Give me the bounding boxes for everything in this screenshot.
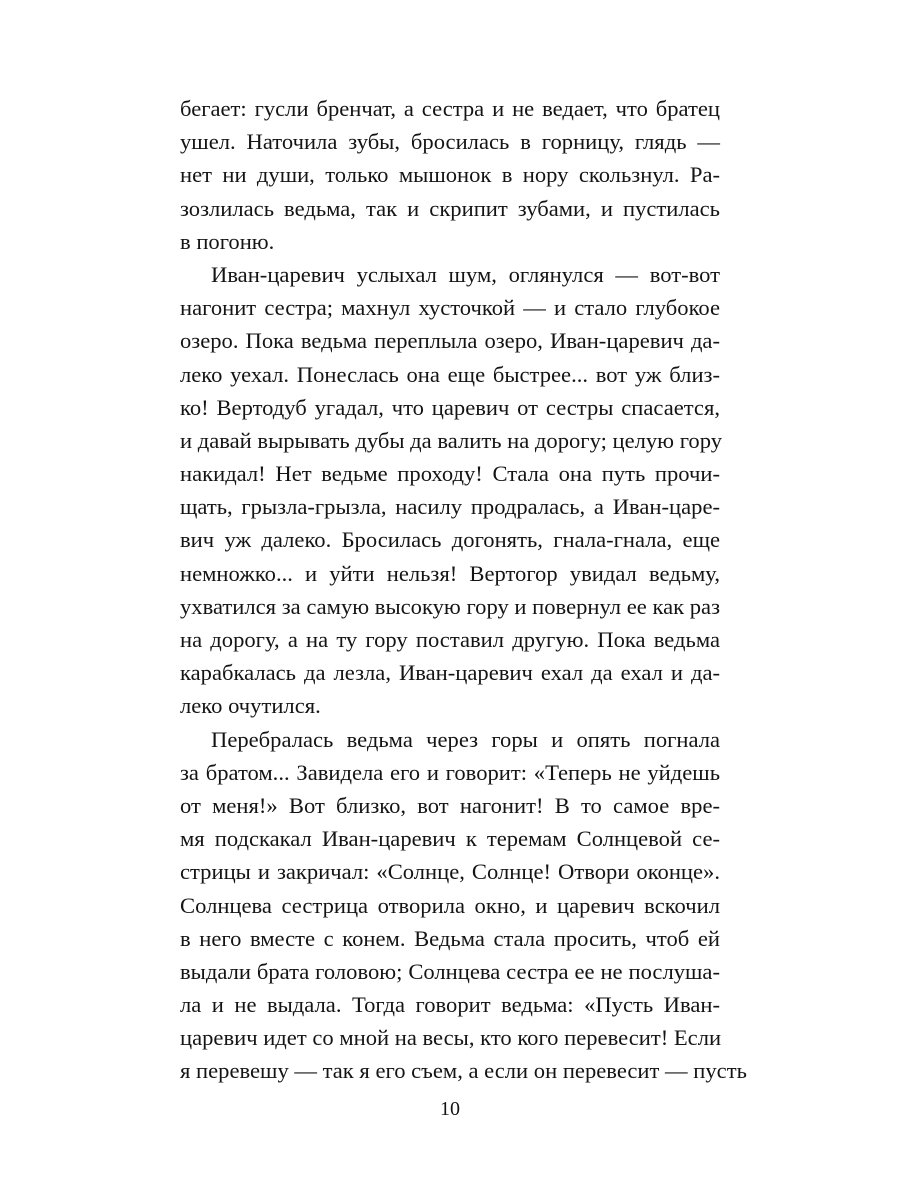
text-line: Солнцева сестрица отворила окно, и царевич вскочил <box>180 892 720 918</box>
text-line: нет ни души, только мышонок в нору скользнул. Ра- <box>180 162 720 188</box>
text-line: бегает: гусли бренчат, а сестра и не ведает, что братец <box>180 96 720 121</box>
text-line: накидал! Нет ведьме проходу! Стала она путь прочи- <box>180 461 720 487</box>
text-line: нагонит сестра; махнул хусточкой — и стало глубокое <box>180 295 720 321</box>
text-line: леко уехал. Понеслась она еще быстрее... вот уж близ- <box>180 361 720 387</box>
text-line: выдали брата головою; Солнцева сестра ее не послуша- <box>180 958 720 984</box>
text-line: я перевешу — так я его съем, а если он перевесит — пусть <box>180 1058 747 1084</box>
text-line: ушел. Наточила зубы, бросилась в горницу, глядь — <box>180 129 720 155</box>
text-line: на дорогу, а на ту гору поставил другую. Пока ведьма <box>180 627 720 652</box>
text-line: и давай вырывать дубы да валить на дорогу; целую гору <box>180 427 723 453</box>
text-line: ухватился за самую высокую гору и повернул ее как раз <box>180 593 720 619</box>
page-number: 10 <box>440 1098 460 1120</box>
text-line: царевич идет со мной на весы, кто кого перевесит! Если <box>180 1025 722 1051</box>
text-line: в него вместе с конем. Ведьма стала просить, чтоб ей <box>180 925 720 951</box>
text-line: в погоню. <box>180 228 275 254</box>
text-line: немножко... и уйти нельзя! Вертогор увидал ведьму, <box>180 560 720 586</box>
text-line: зозлилась ведьма, так и скрипит зубами, и пустилась <box>180 195 720 221</box>
text-line: озеро. Пока ведьма переплыла озеро, Иван-царевич да- <box>180 328 720 354</box>
text-line: Иван-царевич услыхал шум, оглянулся — вот-вот <box>211 261 720 287</box>
text-line: ла и не выдала. Тогда говорит ведьма: «Пусть Иван- <box>180 992 720 1018</box>
text-line: мя подскакал Иван-царевич к теремам Солнцевой се- <box>180 826 720 852</box>
text-line: карабкалась да лезла, Иван-царевич ехал да ехал и да- <box>180 660 720 686</box>
body-text <box>180 92 747 1088</box>
text-line: леко очутился. <box>180 693 321 719</box>
text-line: за братом... Завидела его и говорит: «Теперь не уйдешь <box>180 759 720 785</box>
text-line: щать, грызла-грызла, насилу продралась, а Иван-царе- <box>180 494 720 520</box>
text-line: Перебралась ведьма через горы и опять погнала <box>211 726 720 752</box>
text-line: ко! Вертодуб угадал, что царевич от сестры спасается, <box>180 394 720 420</box>
text-line: от меня!» Вот близко, вот нагонит! В то самое вре- <box>180 792 720 818</box>
text-line: стрицы и закричал: «Солнце, Солнце! Отвори оконце». <box>180 859 720 885</box>
text-line: вич уж далеко. Бросилась догонять, гнала-гнала, еще <box>180 527 720 553</box>
